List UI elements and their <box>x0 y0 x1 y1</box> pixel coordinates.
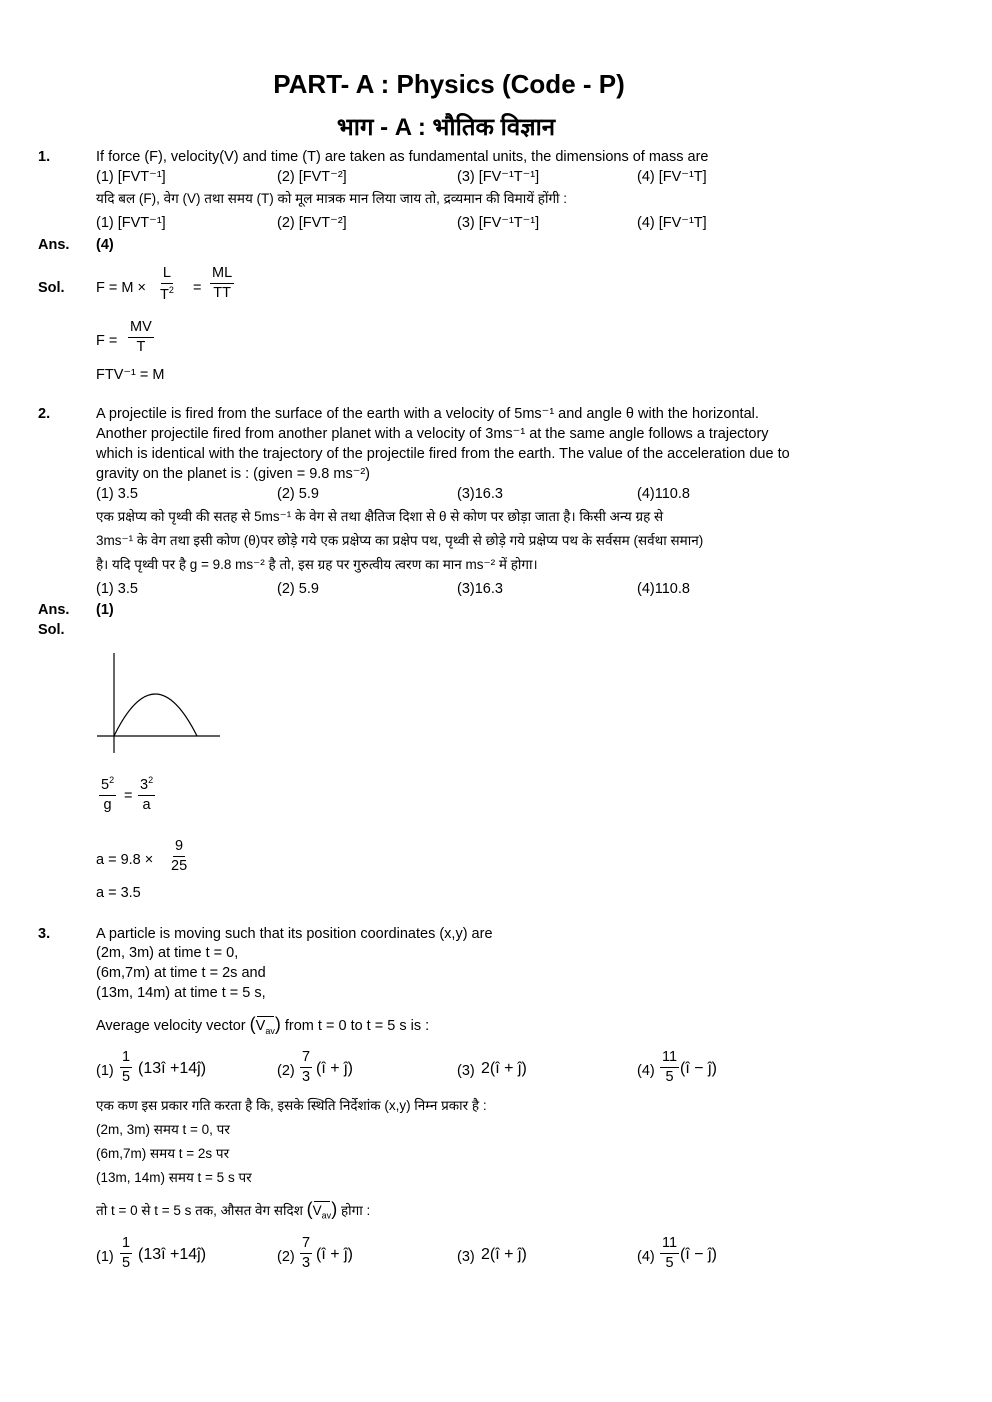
fraction-denominator: 5 <box>122 1255 131 1272</box>
option-2-label: (2) <box>277 1063 295 1079</box>
question-text-hindi: यदि बल (F), वेग (V) तथा समय (T) को मूल मात्रक मान लिया जाय तो, द्रव्यमान की विमायें होंगी : <box>96 191 568 206</box>
question-text-hindi: (13m, 14m) समय t = 5 s पर <box>96 1170 252 1185</box>
option-4-label-hindi: (4) <box>637 1249 655 1265</box>
question-text: (13m, 14m) at time t = 5 s, <box>96 985 266 1001</box>
vector-letter: V <box>255 1018 266 1034</box>
question-number: 3. <box>38 926 51 942</box>
question-text: which is identical with the trajectory of the projectile fired from the earth. The value of the acceleration due to <box>96 446 790 462</box>
text: तो t = 0 से t = 5 s तक, औसत वेग सदिश <box>96 1203 303 1218</box>
option-2: (2) 5.9 <box>277 486 319 502</box>
question-text: If force (F), velocity(V) and time (T) are taken as fundamental units, the dimensions of mass are <box>96 149 709 165</box>
option-2-fraction <box>300 1236 312 1271</box>
question-text-hindi: (6m,7m) समय t = 2s पर <box>96 1146 230 1161</box>
option-1-fraction <box>120 1050 132 1085</box>
question-text-hindi <box>96 1199 370 1221</box>
fraction-numerator: 11 <box>660 1236 679 1254</box>
paren: ( <box>306 1199 313 1219</box>
paren: ( <box>249 1014 256 1034</box>
question-text: A projectile is fired from the surface of the earth with a velocity of 5ms⁻¹ and angle θ with the horizontal. <box>96 406 759 422</box>
option-2-fraction <box>300 1050 312 1085</box>
answer-value: (1) <box>96 602 114 618</box>
option-2-hindi: (2) 5.9 <box>277 581 319 597</box>
question-text-hindi: एक प्रक्षेप्य को पृथ्वी की सतह से 5ms⁻¹ के वेग से तथा क्षैतिज दिशा से θ से कोण पर छोड़ा जाता है। किसी अन्य ग्रह से <box>96 509 664 524</box>
option-2-expr-hindi: (î + ĵ) <box>316 1246 353 1263</box>
question-text: A particle is moving such that its position coordinates (x,y) are <box>96 926 493 942</box>
option-4-expr: (î − ĵ) <box>680 1060 717 1077</box>
fraction-numerator: MV <box>128 320 154 338</box>
sol-eq-lhs: a = 9.8 × <box>96 852 154 868</box>
fraction <box>128 320 154 355</box>
option-1-label-hindi: (1) <box>96 1249 114 1265</box>
option-4: (4) [FV⁻¹T] <box>637 169 707 185</box>
fraction-denominator <box>160 284 174 303</box>
fraction-numerator <box>99 776 116 796</box>
option-3-label: (3) <box>457 1063 475 1079</box>
fraction-denominator: 3 <box>302 1255 311 1272</box>
fraction-denominator: TT <box>213 285 231 302</box>
fraction-denominator: T <box>136 339 146 356</box>
fraction-denominator: 3 <box>302 1069 311 1086</box>
option-1-fraction <box>120 1236 132 1271</box>
option-1-label: (1) <box>96 1063 114 1079</box>
trajectory-diagram <box>95 650 225 760</box>
option-3: (3)16.3 <box>457 486 503 502</box>
option-4-label: (4) <box>637 1063 655 1079</box>
option-3: (3) [FV⁻¹T⁻¹] <box>457 169 540 185</box>
question-text: gravity on the planet is : (given = 9.8 ms⁻²) <box>96 466 371 482</box>
fraction-numerator: ML <box>210 266 234 284</box>
option-2-label-hindi: (2) <box>277 1249 295 1265</box>
vector-letter: V <box>312 1203 322 1218</box>
option-1: (1) 3.5 <box>96 486 138 502</box>
option-1-hindi: (1) 3.5 <box>96 581 138 597</box>
denominator-base: T <box>160 287 169 304</box>
fraction <box>138 776 155 813</box>
fraction-denominator: 5 <box>665 1255 674 1272</box>
question-number: 2. <box>38 406 51 422</box>
vector-symbol <box>313 1203 332 1221</box>
option-4-fraction <box>660 1236 679 1271</box>
option-1-expr: (13î +14ĵ) <box>138 1060 207 1077</box>
projectile-path <box>114 694 197 736</box>
sol-eq-lhs: F = M × <box>96 280 146 296</box>
option-1-hindi: (1) [FVT⁻¹] <box>96 215 166 231</box>
sol-result: FTV⁻¹ = M <box>96 367 165 383</box>
sol-eq-lhs: F = <box>96 333 118 349</box>
option-4-expr-hindi: (î − ĵ) <box>680 1246 717 1263</box>
vector-subscript: av <box>321 1210 332 1221</box>
question-number: 1. <box>38 149 51 165</box>
question-text-hindi: है। यदि पृथ्वी पर है g = 9.8 ms⁻² है तो, इस ग्रह पर गुरुत्वीय त्वरण का मान ms⁻² में होगा। <box>96 557 538 572</box>
exponent: 2 <box>168 285 174 296</box>
option-4-fraction <box>660 1050 679 1085</box>
option-4-hindi: (4)110.8 <box>637 581 690 597</box>
fraction-denominator: a <box>142 797 151 814</box>
fraction-numerator: 11 <box>660 1050 679 1068</box>
answer-label: Ans. <box>38 237 70 253</box>
fraction-denominator: g <box>103 797 112 814</box>
fraction-numerator: 1 <box>120 1236 132 1254</box>
exponent: 2 <box>148 775 154 785</box>
option-3-hindi: (3)16.3 <box>457 581 503 597</box>
question-text-hindi: एक कण इस प्रकार गति करता है कि, इसके स्थिति निर्देशांक (x,y) निम्न प्रकार है : <box>96 1098 487 1113</box>
fraction-numerator: L <box>161 266 173 284</box>
question-text: (2m, 3m) at time t = 0, <box>96 945 239 961</box>
vector-symbol <box>256 1018 275 1036</box>
text: Average velocity vector <box>96 1018 246 1034</box>
vector-subscript: av <box>265 1025 275 1036</box>
numerator-base: 3 <box>140 776 149 793</box>
fraction-numerator: 1 <box>120 1050 132 1068</box>
fraction <box>210 266 234 301</box>
fraction <box>160 266 174 303</box>
fraction-denominator: 5 <box>665 1069 674 1086</box>
question-text <box>96 1014 429 1036</box>
numerator-base: 5 <box>101 776 110 793</box>
paren: ) <box>274 1014 281 1034</box>
option-2-hindi: (2) [FVT⁻²] <box>277 215 347 231</box>
fraction-numerator: 9 <box>173 839 185 857</box>
fraction-denominator: 5 <box>122 1069 131 1086</box>
option-4-hindi: (4) [FV⁻¹T] <box>637 215 707 231</box>
page-title-hindi: भाग - A : भौतिक विज्ञान <box>336 114 556 141</box>
option-3-expr: 2(î + ĵ) <box>481 1060 527 1077</box>
fraction-numerator <box>138 776 155 796</box>
fraction <box>171 839 187 874</box>
option-4: (4)110.8 <box>637 486 690 502</box>
text: होगा : <box>340 1203 371 1218</box>
question-text: Another projectile fired from another planet with a velocity of 3ms⁻¹ at the same angle follows a trajectory <box>96 426 769 442</box>
option-3-label-hindi: (3) <box>457 1249 475 1265</box>
fraction <box>99 776 116 813</box>
fraction-numerator: 7 <box>300 1050 312 1068</box>
option-2-expr: (î + ĵ) <box>316 1060 353 1077</box>
equals-sign: = <box>193 280 202 296</box>
page-title: PART- A : Physics (Code - P) <box>273 69 625 99</box>
solution-label: Sol. <box>38 280 65 296</box>
option-1: (1) [FVT⁻¹] <box>96 169 166 185</box>
option-3-hindi: (3) [FV⁻¹T⁻¹] <box>457 215 540 231</box>
question-text-hindi: 3ms⁻¹ के वेग तथा इसी कोण (θ)पर छोड़े गये एक प्रक्षेप्य का प्रक्षेप पथ, पृथ्वी से छोड़े गये प्रक्षेप्य पथ के सर्वसम (सर्वथा समान) <box>96 533 704 548</box>
option-2: (2) [FVT⁻²] <box>277 169 347 185</box>
question-text-hindi: (2m, 3m) समय t = 0, पर <box>96 1122 230 1137</box>
option-3-expr-hindi: 2(î + ĵ) <box>481 1246 527 1263</box>
question-text: (6m,7m) at time t = 2s and <box>96 965 266 981</box>
paren: ) <box>331 1199 338 1219</box>
text: from t = 0 to t = 5 s is : <box>284 1018 430 1034</box>
solution-label: Sol. <box>38 622 65 638</box>
fraction-numerator: 7 <box>300 1236 312 1254</box>
option-1-expr-hindi: (13î +14ĵ) <box>138 1246 207 1263</box>
sol-result: a = 3.5 <box>96 885 141 901</box>
equals-sign: = <box>124 788 133 804</box>
fraction-denominator: 25 <box>171 858 188 875</box>
exponent: 2 <box>109 775 115 785</box>
answer-label: Ans. <box>38 602 70 618</box>
answer-value: (4) <box>96 237 114 253</box>
